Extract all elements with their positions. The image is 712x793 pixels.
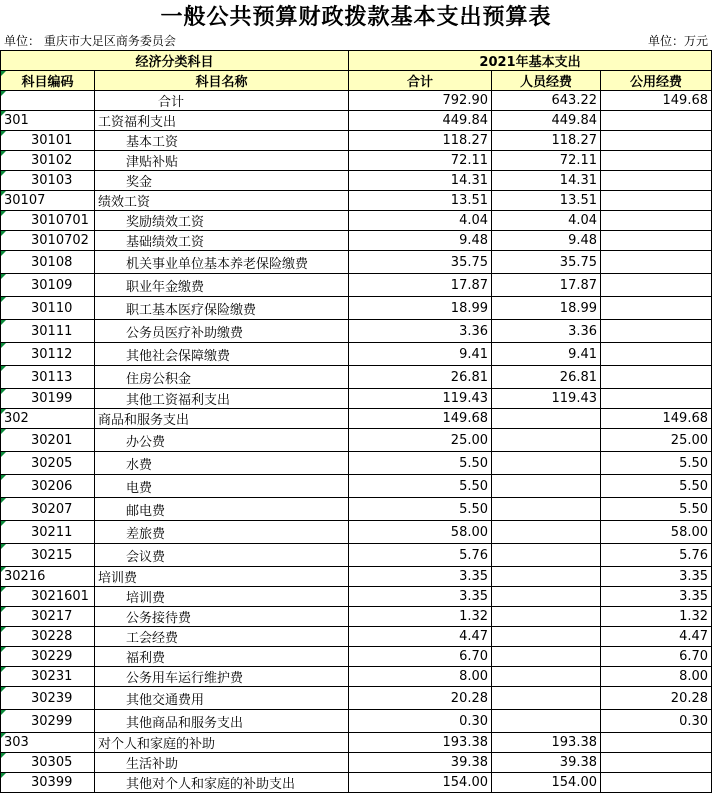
row-code-cell: 30108 [1, 251, 95, 274]
row-total-cell: 193.38 [349, 733, 492, 753]
table-row [1, 429, 712, 452]
row-total-cell: 14.31 [349, 171, 492, 191]
row-personnel-cell [492, 498, 601, 521]
row-name-cell: 绩效工资 [95, 191, 349, 211]
row-name-cell: 职业年金缴费 [95, 274, 349, 297]
table-row [1, 544, 712, 567]
row-personnel-cell: 119.43 [492, 389, 601, 409]
row-public-cell [601, 111, 712, 131]
row-personnel-cell: 26.81 [492, 366, 601, 389]
row-name-cell: 办公费 [95, 429, 349, 452]
row-total-cell: 792.90 [349, 91, 492, 111]
row-personnel-cell [492, 475, 601, 498]
row-name-cell: 津贴补贴 [95, 151, 349, 171]
row-total-cell: 3.36 [349, 320, 492, 343]
row-name-cell: 公务用车运行维护费 [95, 667, 349, 687]
row-code-cell: 301 [1, 111, 95, 131]
header-group-economic: 经济分类科目 [1, 51, 349, 71]
row-total-cell: 35.75 [349, 251, 492, 274]
row-public-cell [601, 297, 712, 320]
row-public-cell [601, 251, 712, 274]
row-public-cell [601, 131, 712, 151]
row-total-cell: 58.00 [349, 521, 492, 544]
table-row [1, 91, 712, 111]
row-public-cell: 3.35 [601, 567, 712, 587]
row-public-cell [601, 171, 712, 191]
row-public-cell: 58.00 [601, 521, 712, 544]
table-row [1, 171, 712, 191]
row-code-cell: 30217 [1, 607, 95, 627]
row-personnel-cell [492, 544, 601, 567]
row-name-cell: 生活补助 [95, 753, 349, 773]
row-name-cell: 其他对个人和家庭的补助支出 [95, 773, 349, 793]
row-total-cell: 4.04 [349, 211, 492, 231]
table-row [1, 191, 712, 211]
row-code-cell: 30228 [1, 627, 95, 647]
row-public-cell: 5.76 [601, 544, 712, 567]
row-personnel-cell [492, 567, 601, 587]
row-public-cell: 4.47 [601, 627, 712, 647]
row-public-cell [601, 211, 712, 231]
unit-left-label: 单位： 重庆市大足区商务委员会 [4, 34, 176, 48]
row-personnel-cell: 18.99 [492, 297, 601, 320]
table-row [1, 274, 712, 297]
row-public-cell [601, 274, 712, 297]
row-total-cell: 1.32 [349, 607, 492, 627]
budget-table [0, 50, 712, 793]
row-personnel-cell: 39.38 [492, 753, 601, 773]
row-code-cell: 30201 [1, 429, 95, 452]
row-code-cell: 30113 [1, 366, 95, 389]
row-code-cell: 3021601 [1, 587, 95, 607]
row-code-cell: 30110 [1, 297, 95, 320]
row-public-cell: 149.68 [601, 91, 712, 111]
row-personnel-cell: 193.38 [492, 733, 601, 753]
row-code-cell: 30207 [1, 498, 95, 521]
header-col-code: 科目编码 [1, 71, 95, 91]
table-row [1, 521, 712, 544]
row-code-cell: 30199 [1, 389, 95, 409]
row-personnel-cell [492, 647, 601, 667]
row-personnel-cell [492, 687, 601, 710]
row-total-cell: 25.00 [349, 429, 492, 452]
row-code-cell: 30399 [1, 773, 95, 793]
row-code-cell: 30205 [1, 452, 95, 475]
row-total-cell: 72.11 [349, 151, 492, 171]
row-personnel-cell [492, 627, 601, 647]
table-row [1, 567, 712, 587]
row-personnel-cell [492, 521, 601, 544]
row-name-cell: 奖金 [95, 171, 349, 191]
table-row [1, 733, 712, 753]
row-code-cell: 30305 [1, 753, 95, 773]
row-personnel-cell [492, 587, 601, 607]
row-name-cell: 职工基本医疗保险缴费 [95, 297, 349, 320]
row-public-cell: 8.00 [601, 667, 712, 687]
row-code-cell: 30215 [1, 544, 95, 567]
row-personnel-cell: 72.11 [492, 151, 601, 171]
table-row [1, 320, 712, 343]
row-name-cell: 电费 [95, 475, 349, 498]
row-name-cell: 其他工资福利支出 [95, 389, 349, 409]
row-public-cell [601, 231, 712, 251]
row-name-cell: 工会经费 [95, 627, 349, 647]
row-public-cell [601, 191, 712, 211]
row-code-cell: 3010702 [1, 231, 95, 251]
row-code-cell: 30231 [1, 667, 95, 687]
row-code-cell: 30206 [1, 475, 95, 498]
row-public-cell [601, 320, 712, 343]
row-name-cell: 培训费 [95, 567, 349, 587]
table-row [1, 111, 712, 131]
row-name-cell: 其他社会保障缴费 [95, 343, 349, 366]
table-row [1, 475, 712, 498]
row-public-cell [601, 151, 712, 171]
table-body [1, 91, 712, 793]
table-row [1, 753, 712, 773]
header-group-year: 2021年基本支出 [349, 51, 712, 71]
row-personnel-cell: 3.36 [492, 320, 601, 343]
row-public-cell: 5.50 [601, 498, 712, 521]
row-code-cell: 30107 [1, 191, 95, 211]
table-row [1, 366, 712, 389]
row-code-cell: 303 [1, 733, 95, 753]
row-total-cell: 6.70 [349, 647, 492, 667]
row-total-cell: 3.35 [349, 587, 492, 607]
table-row [1, 710, 712, 733]
row-total-cell: 8.00 [349, 667, 492, 687]
row-code-cell: 30101 [1, 131, 95, 151]
table-row [1, 647, 712, 667]
unit-bar [0, 33, 712, 50]
row-public-cell [601, 389, 712, 409]
row-total-cell: 4.47 [349, 627, 492, 647]
row-personnel-cell: 14.31 [492, 171, 601, 191]
row-public-cell: 5.50 [601, 452, 712, 475]
row-personnel-cell [492, 667, 601, 687]
table-row [1, 607, 712, 627]
row-personnel-cell [492, 710, 601, 733]
row-public-cell: 5.50 [601, 475, 712, 498]
row-personnel-cell: 4.04 [492, 211, 601, 231]
row-total-cell: 149.68 [349, 409, 492, 429]
table-row [1, 131, 712, 151]
row-name-cell: 合计 [95, 91, 349, 111]
row-code-cell: 3010701 [1, 211, 95, 231]
row-total-cell: 119.43 [349, 389, 492, 409]
row-code-cell: 30229 [1, 647, 95, 667]
row-code-cell: 30109 [1, 274, 95, 297]
row-name-cell: 基本工资 [95, 131, 349, 151]
row-total-cell: 9.48 [349, 231, 492, 251]
row-name-cell: 其他商品和服务支出 [95, 710, 349, 733]
row-public-cell [601, 366, 712, 389]
row-name-cell: 邮电费 [95, 498, 349, 521]
row-personnel-cell: 154.00 [492, 773, 601, 793]
header-col-personnel: 人员经费 [492, 71, 601, 91]
header-column-row [1, 71, 712, 91]
table-row [1, 667, 712, 687]
row-total-cell: 26.81 [349, 366, 492, 389]
table-row [1, 151, 712, 171]
row-name-cell: 对个人和家庭的补助 [95, 733, 349, 753]
table-row [1, 211, 712, 231]
row-total-cell: 5.50 [349, 452, 492, 475]
row-name-cell: 工资福利支出 [95, 111, 349, 131]
row-name-cell: 福利费 [95, 647, 349, 667]
row-personnel-cell: 9.41 [492, 343, 601, 366]
row-name-cell: 住房公积金 [95, 366, 349, 389]
row-personnel-cell [492, 452, 601, 475]
row-name-cell: 会议费 [95, 544, 349, 567]
row-public-cell: 20.28 [601, 687, 712, 710]
row-code-cell: 302 [1, 409, 95, 429]
row-public-cell [601, 733, 712, 753]
row-public-cell [601, 753, 712, 773]
row-public-cell: 1.32 [601, 607, 712, 627]
row-code-cell: 30239 [1, 687, 95, 710]
page-title: 一般公共预算财政拨款基本支出预算表 [160, 5, 552, 30]
row-code-cell: 30111 [1, 320, 95, 343]
row-name-cell: 基础绩效工资 [95, 231, 349, 251]
table-row [1, 409, 712, 429]
table-row [1, 498, 712, 521]
table-row [1, 231, 712, 251]
row-total-cell: 5.50 [349, 498, 492, 521]
row-total-cell: 0.30 [349, 710, 492, 733]
header-col-name: 科目名称 [95, 71, 349, 91]
header-group-row [1, 51, 712, 71]
row-name-cell: 水费 [95, 452, 349, 475]
row-public-cell: 149.68 [601, 409, 712, 429]
row-code-cell: 30112 [1, 343, 95, 366]
row-name-cell: 差旅费 [95, 521, 349, 544]
table-row [1, 389, 712, 409]
row-total-cell: 5.50 [349, 475, 492, 498]
row-personnel-cell: 9.48 [492, 231, 601, 251]
row-personnel-cell [492, 607, 601, 627]
row-personnel-cell [492, 429, 601, 452]
row-total-cell: 20.28 [349, 687, 492, 710]
row-total-cell: 13.51 [349, 191, 492, 211]
row-code-cell [1, 91, 95, 111]
row-public-cell: 25.00 [601, 429, 712, 452]
row-code-cell: 30103 [1, 171, 95, 191]
row-personnel-cell [492, 409, 601, 429]
unit-right-label: 单位：万元 [647, 34, 708, 48]
row-public-cell [601, 343, 712, 366]
row-total-cell: 9.41 [349, 343, 492, 366]
row-name-cell: 奖励绩效工资 [95, 211, 349, 231]
row-public-cell: 3.35 [601, 587, 712, 607]
row-name-cell: 其他交通费用 [95, 687, 349, 710]
header-col-public: 公用经费 [601, 71, 712, 91]
row-total-cell: 118.27 [349, 131, 492, 151]
row-code-cell: 30211 [1, 521, 95, 544]
row-personnel-cell: 449.84 [492, 111, 601, 131]
table-row [1, 297, 712, 320]
row-total-cell: 39.38 [349, 753, 492, 773]
row-personnel-cell: 13.51 [492, 191, 601, 211]
row-name-cell: 公务员医疗补助缴费 [95, 320, 349, 343]
row-personnel-cell: 643.22 [492, 91, 601, 111]
table-row [1, 343, 712, 366]
table-row [1, 587, 712, 607]
row-total-cell: 449.84 [349, 111, 492, 131]
row-total-cell: 17.87 [349, 274, 492, 297]
row-total-cell: 5.76 [349, 544, 492, 567]
row-code-cell: 30102 [1, 151, 95, 171]
row-personnel-cell: 118.27 [492, 131, 601, 151]
row-name-cell: 机关事业单位基本养老保险缴费 [95, 251, 349, 274]
row-name-cell: 公务接待费 [95, 607, 349, 627]
row-code-cell: 30216 [1, 567, 95, 587]
table-row [1, 251, 712, 274]
table-row [1, 452, 712, 475]
row-total-cell: 154.00 [349, 773, 492, 793]
row-name-cell: 培训费 [95, 587, 349, 607]
row-personnel-cell: 35.75 [492, 251, 601, 274]
row-personnel-cell: 17.87 [492, 274, 601, 297]
row-total-cell: 18.99 [349, 297, 492, 320]
row-total-cell: 3.35 [349, 567, 492, 587]
table-row [1, 627, 712, 647]
header-col-total: 合计 [349, 71, 492, 91]
row-code-cell: 30299 [1, 710, 95, 733]
row-public-cell: 0.30 [601, 710, 712, 733]
row-name-cell: 商品和服务支出 [95, 409, 349, 429]
row-public-cell: 6.70 [601, 647, 712, 667]
table-row [1, 687, 712, 710]
